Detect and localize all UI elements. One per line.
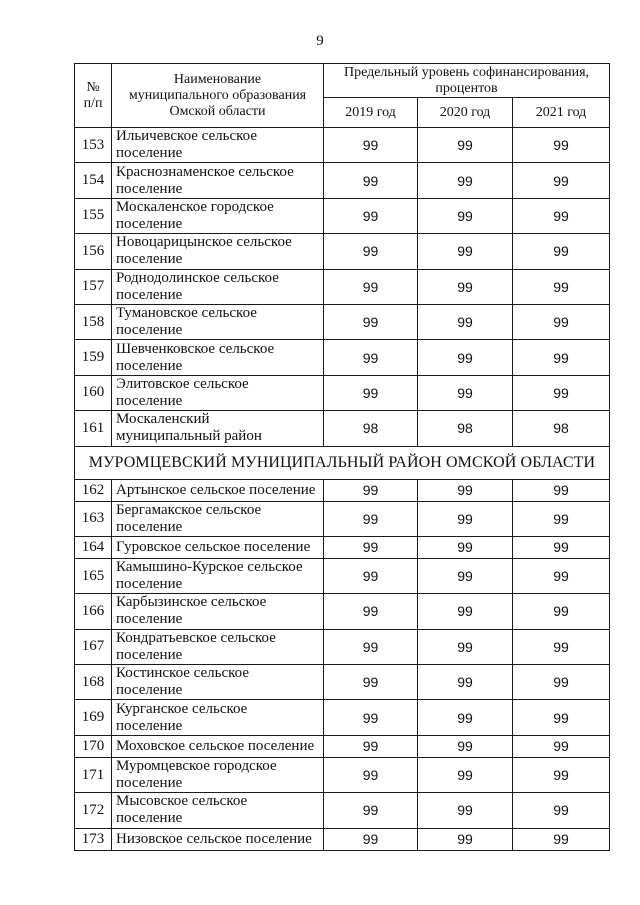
value-2020: 99 <box>418 375 513 410</box>
value-2021: 99 <box>513 828 610 850</box>
value-2021: 99 <box>513 234 610 269</box>
value-2019: 99 <box>324 629 418 664</box>
municipality-name: Костинское сельское поселение <box>112 665 324 700</box>
header-year-2020: 2020 год <box>418 98 513 128</box>
value-2021: 99 <box>513 163 610 198</box>
row-number: 157 <box>75 269 112 304</box>
value-2020: 99 <box>418 304 513 339</box>
value-2020: 99 <box>418 558 513 593</box>
table-row <box>75 269 610 304</box>
municipality-name: Краснознаменское сельское поселение <box>112 163 324 198</box>
value-2019: 99 <box>324 375 418 410</box>
value-2021: 99 <box>513 594 610 629</box>
value-2021: 99 <box>513 501 610 536</box>
table-row <box>75 735 610 757</box>
municipality-name: Камышино-Курское сельское поселение <box>112 558 324 593</box>
table-row <box>75 536 610 558</box>
page-number: 9 <box>316 33 324 49</box>
value-2020: 99 <box>418 340 513 375</box>
header-name-label: Наименование муниципального образования Омской области <box>128 71 307 119</box>
row-number: 164 <box>75 536 112 558</box>
value-2019: 99 <box>324 198 418 233</box>
row-number: 163 <box>75 501 112 536</box>
municipality-name: Роднодолинское сельское поселение <box>112 269 324 304</box>
municipality-name: Артынское сельское поселение <box>112 479 324 501</box>
table-row <box>75 479 610 501</box>
value-2020: 99 <box>418 735 513 757</box>
value-2021: 99 <box>513 269 610 304</box>
table-header <box>75 64 610 128</box>
value-2019: 99 <box>324 501 418 536</box>
header-name-cell <box>112 64 324 128</box>
value-2019: 99 <box>324 479 418 501</box>
value-2020: 99 <box>418 269 513 304</box>
value-2021: 98 <box>513 411 610 446</box>
value-2019: 98 <box>324 411 418 446</box>
value-2019: 99 <box>324 665 418 700</box>
value-2020: 99 <box>418 163 513 198</box>
value-2021: 99 <box>513 700 610 735</box>
value-2020: 99 <box>418 234 513 269</box>
value-2021: 99 <box>513 735 610 757</box>
municipality-name: Шевченковское сельское поселение <box>112 340 324 375</box>
value-2020: 99 <box>418 757 513 792</box>
value-2019: 99 <box>324 558 418 593</box>
value-2020: 99 <box>418 665 513 700</box>
value-2019: 99 <box>324 793 418 828</box>
row-number: 171 <box>75 757 112 792</box>
table-row <box>75 198 610 233</box>
value-2019: 99 <box>324 304 418 339</box>
value-2020: 99 <box>418 536 513 558</box>
municipality-name: Ильичевское сельское поселение <box>112 128 324 163</box>
row-number: 153 <box>75 128 112 163</box>
value-2019: 99 <box>324 735 418 757</box>
value-2019: 99 <box>324 269 418 304</box>
value-2021: 99 <box>513 128 610 163</box>
value-2021: 99 <box>513 304 610 339</box>
table-row <box>75 594 610 629</box>
value-2020: 99 <box>418 128 513 163</box>
value-2021: 99 <box>513 198 610 233</box>
value-2019: 99 <box>324 163 418 198</box>
municipality-name: Новоцарицынское сельское поселение <box>112 234 324 269</box>
row-number: 167 <box>75 629 112 664</box>
municipality-name: Гуровское сельское поселение <box>112 536 324 558</box>
table-row <box>75 665 610 700</box>
section-title: МУРОМЦЕВСКИЙ МУНИЦИПАЛЬНЫЙ РАЙОН ОМСКОЙ ОБЛАСТИ <box>75 446 610 479</box>
header-number-cell <box>75 64 112 128</box>
table-row <box>75 128 610 163</box>
value-2021: 99 <box>513 479 610 501</box>
header-year-2019: 2019 год <box>324 98 418 128</box>
municipality-name: Москаленский муниципальный район <box>112 411 324 446</box>
value-2019: 99 <box>324 340 418 375</box>
municipality-name: Моховское сельское поселение <box>112 735 324 757</box>
municipality-name: Карбызинское сельское поселение <box>112 594 324 629</box>
row-number: 166 <box>75 594 112 629</box>
table-row <box>75 304 610 339</box>
header-number-label: № п/п <box>83 79 103 111</box>
row-number: 168 <box>75 665 112 700</box>
table-row <box>75 375 610 410</box>
table-row <box>75 700 610 735</box>
value-2019: 99 <box>324 757 418 792</box>
table-row <box>75 828 610 850</box>
header-level-cell <box>324 64 610 98</box>
value-2019: 99 <box>324 594 418 629</box>
value-2019: 99 <box>324 128 418 163</box>
value-2021: 99 <box>513 793 610 828</box>
value-2019: 99 <box>324 536 418 558</box>
table-row <box>75 793 610 828</box>
table-row <box>75 163 610 198</box>
row-number: 154 <box>75 163 112 198</box>
row-number: 173 <box>75 828 112 850</box>
row-number: 158 <box>75 304 112 339</box>
row-number: 169 <box>75 700 112 735</box>
table-body <box>75 128 610 851</box>
value-2021: 99 <box>513 665 610 700</box>
table-row <box>75 629 610 664</box>
header-level-label: Предельный уровень софинансирования, процентов <box>343 64 590 96</box>
value-2019: 99 <box>324 700 418 735</box>
table-row <box>75 501 610 536</box>
value-2020: 99 <box>418 479 513 501</box>
value-2020: 99 <box>418 594 513 629</box>
value-2021: 99 <box>513 558 610 593</box>
value-2020: 99 <box>418 700 513 735</box>
header-year-2021: 2021 год <box>513 98 610 128</box>
municipality-name: Низовское сельское поселение <box>112 828 324 850</box>
row-number: 159 <box>75 340 112 375</box>
municipality-name: Тумановское сельское поселение <box>112 304 324 339</box>
value-2020: 99 <box>418 629 513 664</box>
municipality-name: Мысовское сельское поселение <box>112 793 324 828</box>
municipality-name: Бергамакское сельское поселение <box>112 501 324 536</box>
municipality-name: Москаленское городское поселение <box>112 198 324 233</box>
row-number: 165 <box>75 558 112 593</box>
table-row <box>75 411 610 446</box>
section-row <box>75 446 610 479</box>
value-2020: 99 <box>418 198 513 233</box>
table-row <box>75 757 610 792</box>
row-number: 161 <box>75 411 112 446</box>
row-number: 172 <box>75 793 112 828</box>
value-2019: 99 <box>324 234 418 269</box>
municipality-name: Элитовское сельское поселение <box>112 375 324 410</box>
value-2021: 99 <box>513 536 610 558</box>
value-2019: 99 <box>324 828 418 850</box>
value-2020: 99 <box>418 793 513 828</box>
cofinancing-table <box>74 63 610 851</box>
municipality-name: Муромцевское городское поселение <box>112 757 324 792</box>
value-2020: 99 <box>418 501 513 536</box>
row-number: 170 <box>75 735 112 757</box>
municipality-name: Курганское сельское поселение <box>112 700 324 735</box>
row-number: 160 <box>75 375 112 410</box>
row-number: 155 <box>75 198 112 233</box>
row-number: 162 <box>75 479 112 501</box>
value-2021: 99 <box>513 340 610 375</box>
value-2021: 99 <box>513 629 610 664</box>
row-number: 156 <box>75 234 112 269</box>
value-2020: 99 <box>418 828 513 850</box>
table-row <box>75 340 610 375</box>
value-2020: 98 <box>418 411 513 446</box>
table-row <box>75 234 610 269</box>
municipality-name: Кондратьевское сельское поселение <box>112 629 324 664</box>
value-2021: 99 <box>513 757 610 792</box>
table-row <box>75 558 610 593</box>
value-2021: 99 <box>513 375 610 410</box>
